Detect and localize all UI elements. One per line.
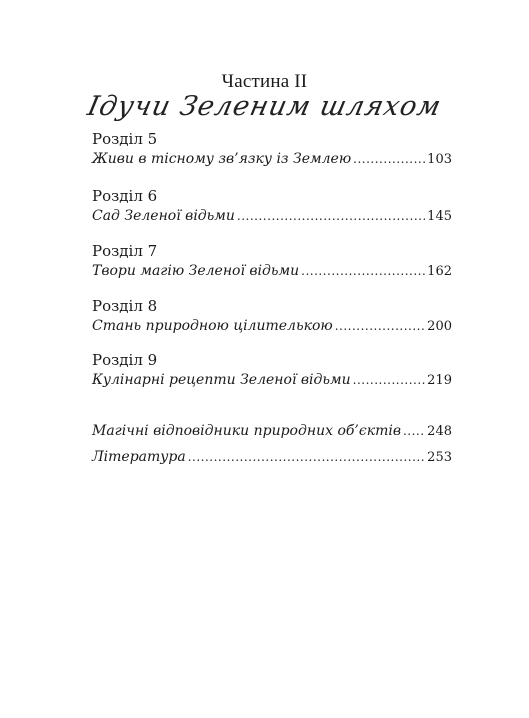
dot-leader	[237, 206, 425, 226]
toc-entry-title: Живи в тісному зв’язку із Землею	[92, 151, 352, 167]
toc-chapter	[92, 129, 452, 169]
toc-entry-page: 248	[427, 424, 452, 439]
toc-entry[interactable]	[92, 149, 452, 169]
dot-leader	[188, 447, 425, 467]
toc-entry-title: Література	[92, 449, 186, 465]
chapter-label: Розділ 5	[92, 130, 158, 148]
toc-entry-title: Твори магію Зеленої відьми	[92, 263, 300, 279]
toc-entry[interactable]	[92, 316, 452, 336]
toc-entry[interactable]	[92, 261, 452, 281]
toc-entry[interactable]	[92, 421, 452, 441]
toc-entry-title: Магічні відповідники природних об’єктів	[92, 423, 401, 439]
toc-entry-title: Кулінарні рецепти Зеленої відьми	[92, 372, 351, 388]
toc-entry[interactable]	[92, 370, 452, 390]
toc-entry-page: 200	[427, 319, 452, 334]
toc-chapter	[92, 296, 452, 336]
chapter-label: Розділ 6	[92, 187, 158, 205]
chapter-label: Розділ 9	[92, 351, 158, 369]
toc-entry-page: 219	[427, 373, 452, 388]
dot-leader	[301, 261, 425, 281]
toc-chapter	[92, 350, 452, 390]
chapter-label: Розділ 8	[92, 297, 158, 315]
toc-entry[interactable]	[92, 447, 452, 467]
toc-entry-title: Сад Зеленої відьми	[92, 208, 235, 224]
part-title: Ідучи Зеленим шляхом	[84, 91, 445, 122]
toc-entry-page: 162	[427, 264, 452, 279]
toc-chapter	[92, 241, 452, 281]
toc-entry-page: 145	[427, 209, 452, 224]
toc-entry-title: Стань природною цілителькою	[92, 318, 333, 334]
toc-entry[interactable]	[92, 206, 452, 226]
dot-leader	[353, 370, 426, 390]
dot-leader	[353, 149, 425, 169]
part-label: Частина II	[221, 71, 308, 92]
chapter-label: Розділ 7	[92, 242, 158, 260]
toc-appendix	[92, 421, 452, 441]
dot-leader	[335, 316, 425, 336]
toc-chapter	[92, 186, 452, 226]
dot-leader	[403, 421, 425, 441]
toc-appendix	[92, 447, 452, 467]
toc-entry-page: 103	[427, 152, 452, 167]
toc-entry-page: 253	[427, 450, 452, 465]
